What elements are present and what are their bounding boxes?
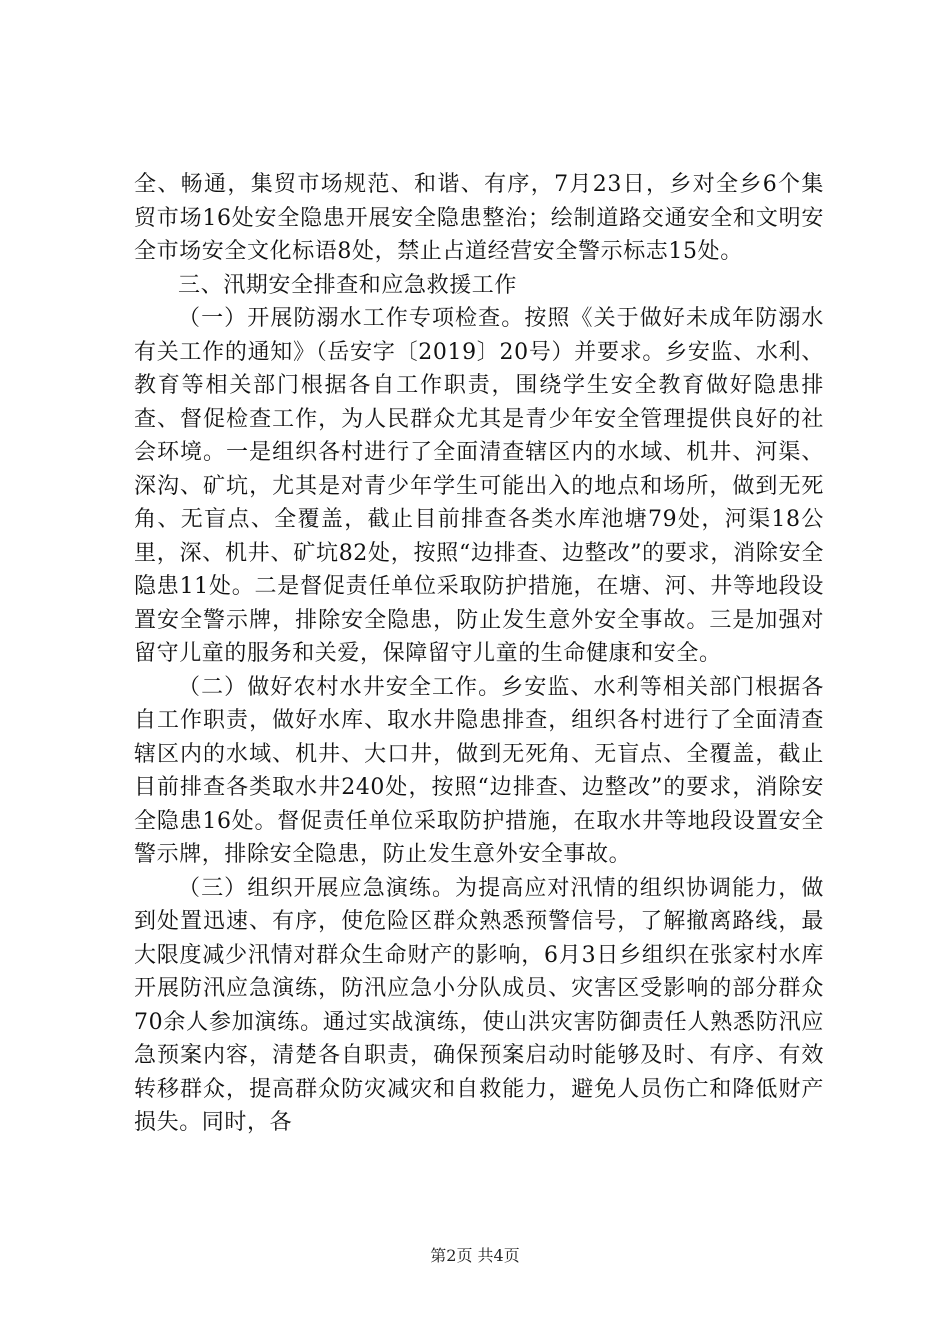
- section-heading: 三、汛期安全排查和应急救援工作: [178, 272, 518, 298]
- paragraph-item-3: （三）组织开展应急演练。为提高应对汛情的组织协调能力，做到处置迅速、有序，使危险区群众熟悉预警信号，了解撤离路线，最大限度减少汛情对群众生命财产的影响，6月3日乡组织在张家村水库开展防汛应急演练，防汛应急小分队成员、灾害区受影响的部分群众70余人参加演练。通过实战演练，使山洪灾害防御责任人熟悉防汛应急预案内容，清楚各自职责，确保预案启动时能够及时、有序、有效转移群众，提高群众防灾减灾和自救能力，避免人员伤亡和降低财产损失。同时，各: [134, 875, 824, 1135]
- paragraph-item-1: （一）开展防溺水工作专项检查。按照《关于做好未成年防溺水有关工作的通知》（岳安字〔2019〕20号）并要求。乡安监、水利、教育等相关部门根据各自工作职责，围绕学生安全教育做好隐患排查、督促检查工作，为人民群众尤其是青少年安全管理提供良好的社会环境。一是组织各村进行了全面清查辖区内的水域、机井、河渠、深沟、矿坑，尤其是对青少年学生可能出入的地点和场所，做到无死角、无盲点、全覆盖，截止目前排查各类水库池塘79处，河渠18公里，深、机井、矿坑82处，按照“边排查、边整改”的要求，消除安全隐患11处。二是督促责任单位采取防护措施，在塘、河、井等地段设置安全警示牌，排除安全隐患，防止发生意外安全事故。三是加强对留守儿童的服务和关爱，保障留守儿童的生命健康和安全。: [134, 306, 824, 666]
- paragraph-item-2: （二）做好农村水井安全工作。乡安监、水利等相关部门根据各自工作职责，做好水库、取水井隐患排查，组织各村进行了全面清查辖区内的水域、机井、大口井，做到无死角、无盲点、全覆盖，截止目前排查各类取水井240处，按照“边排查、边整改”的要求，消除安全隐患16处。督促责任单位采取防护措施，在取水井等地段设置安全警示牌，排除安全隐患，防止发生意外安全事故。: [134, 674, 824, 867]
- page-footer: [0, 1245, 950, 1267]
- paragraph-continued: 全、畅通，集贸市场规范、和谐、有序，7月23日，乡对全乡6个集贸市场16处安全隐患开展安全隐患整治；绘制道路交通安全和文明安全市场安全文化标语8处，禁止占道经营安全警示标志15处。: [134, 172, 824, 264]
- document-body: [134, 168, 824, 1140]
- page-number: 第2页 共4页: [430, 1246, 520, 1265]
